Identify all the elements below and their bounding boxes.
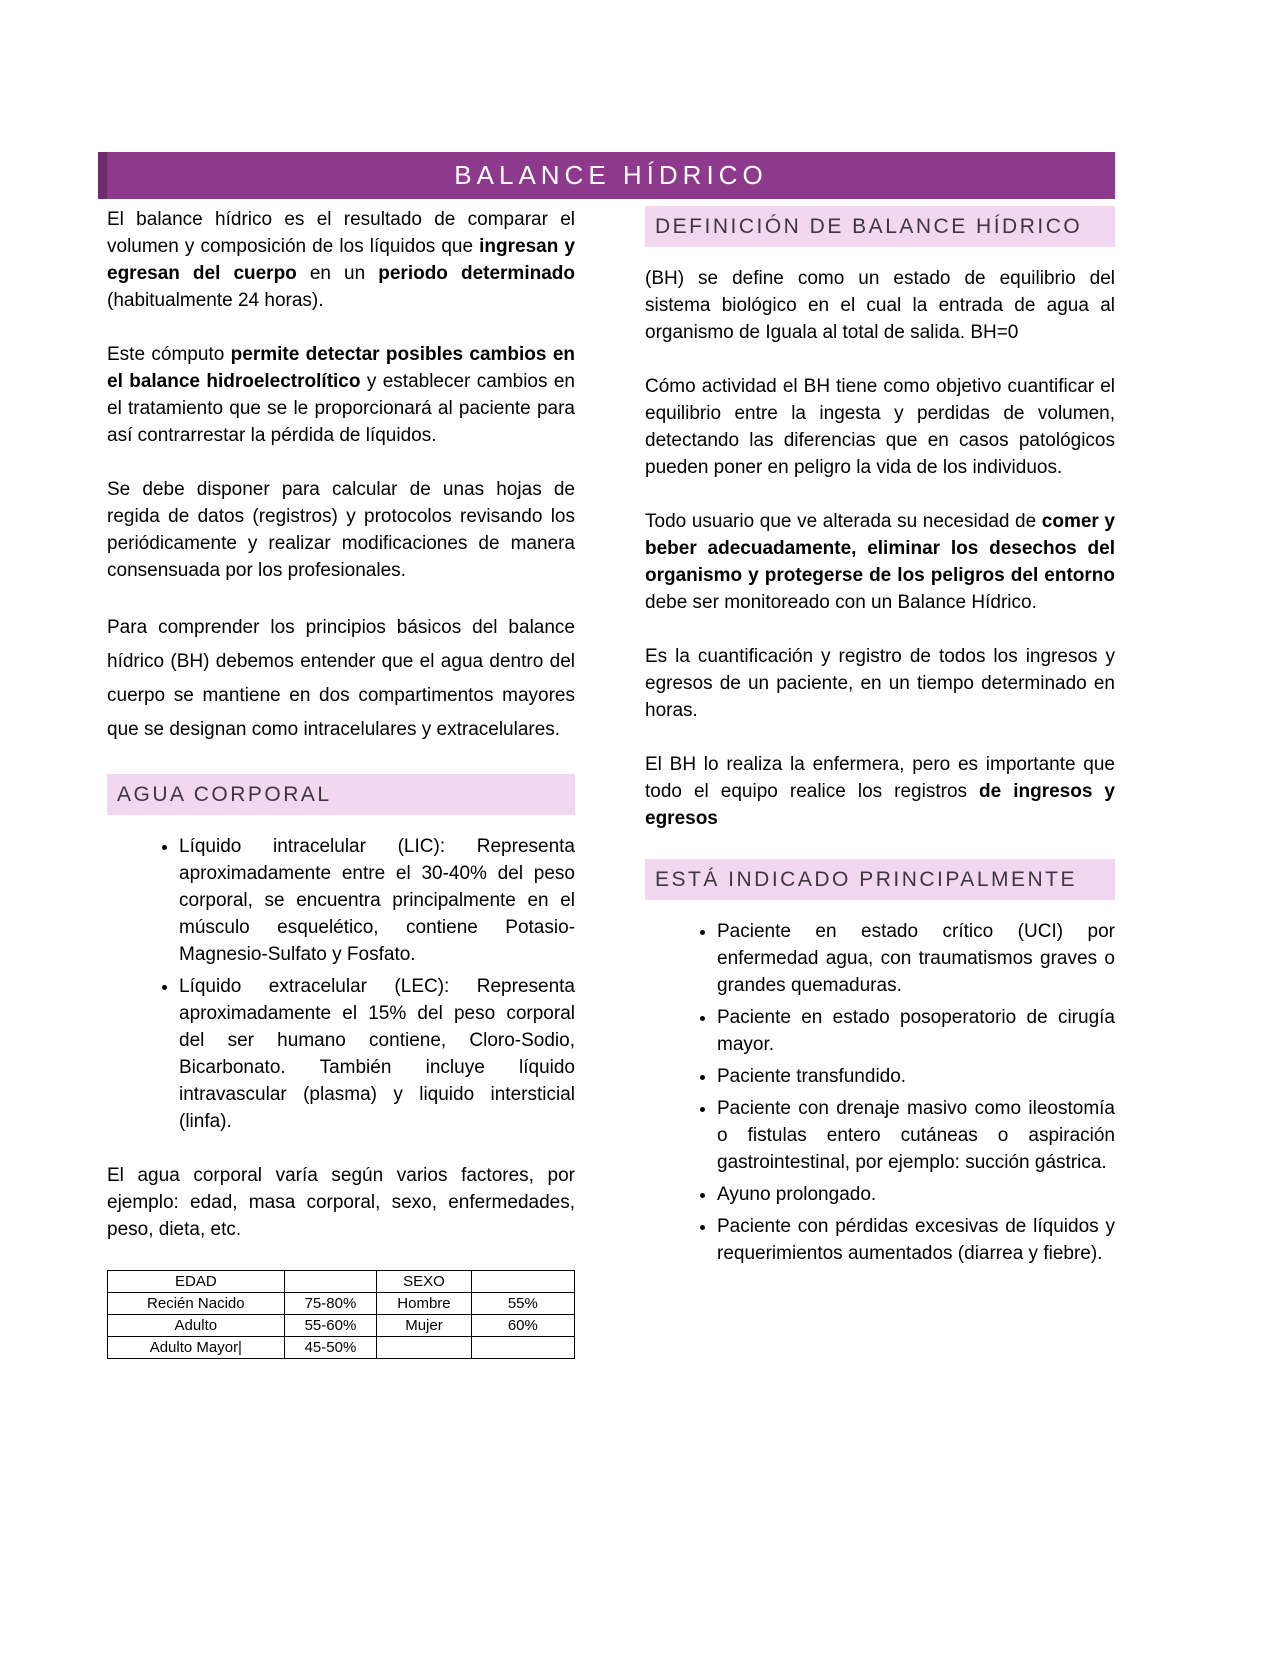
paragraph-bh-definicion: (BH) se define como un estado de equilibrio del sistema biológico en el cual la entrada de agua al organismo de Iguala al total de salida. BH=0: [645, 268, 1115, 343]
section-header-definicion: [645, 206, 1115, 247]
paragraph-balance-definition: El balance hídrico es el resultado de comparar el volumen y composición de los líquidos que ingresan y egresan del cuerpo en un periodo determinado (habitualmente 24 horas).: [107, 209, 576, 311]
paragraph-computo: Este cómputo permite detectar posibles cambios en el balance hidroelectrolítico y establecer cambios en el tratamiento que se le proporcionará al paciente para así contrarrestar la pérdida de líquidos.: [107, 344, 576, 446]
table-cell-edad-header: EDAD: [108, 1271, 285, 1293]
right-column: [645, 206, 1115, 1294]
list-item-transfundido: • Paciente transfundido.: [717, 1063, 1115, 1090]
table-cell: Hombre: [377, 1293, 472, 1315]
content-columns: [107, 206, 1115, 1359]
edad-sexo-table: [107, 1270, 575, 1359]
table-cell: 60%: [471, 1315, 574, 1337]
paragraph-cuantificacion: Es la cuantificación y registro de todos los ingresos y egresos de un paciente, en un tiempo determinado en horas.: [645, 646, 1115, 721]
left-column: [107, 206, 575, 1359]
table-cell: Adulto Mayor|: [108, 1337, 285, 1359]
table-cell-sexo-header: SEXO: [377, 1271, 472, 1293]
table-cell-empty: [284, 1271, 377, 1293]
section-title-indicado: ESTÁ INDICADO PRINCIPALMENTE: [655, 867, 1077, 891]
paragraph-principios-basicos: Para comprender los principios básicos del balance hídrico (BH) debemos entender que el agua dentro del cuerpo se mantiene en dos compartimentos mayores que se designan como intracelulares y extracelulares.: [107, 617, 575, 740]
list-item-ayuno: • Ayuno prolongado.: [717, 1181, 1115, 1208]
list-item-paciente-critico: • Paciente en estado crítico (UCI) por enfermedad agua, con traumatismos graves o grandes quemaduras.: [717, 918, 1115, 999]
indicaciones-list: [645, 918, 1115, 1267]
section-title-definicion: DEFINICIÓN DE BALANCE HÍDRICO: [655, 214, 1083, 238]
list-item-posoperatorio: • Paciente en estado posoperatorio de cirugía mayor.: [717, 1004, 1115, 1058]
section-header-agua-corporal: [107, 774, 575, 815]
table-cell: 75-80%: [284, 1293, 377, 1315]
table-cell: [471, 1337, 574, 1359]
table-cell: 55%: [471, 1293, 574, 1315]
table-cell-empty: [471, 1271, 574, 1293]
paragraph-usuario-monitoreado: Todo usuario que ve alterada su necesidad de comer y beber adecuadamente, eliminar los desechos del organismo y protegerse de los peligros del entorno debe ser monitoreado con un Balance Hídrico.: [645, 511, 1116, 613]
list-item-drenaje-masivo: • Paciente con drenaje masivo como ileostomía o fistulas entero cutáneas o aspiración gastrointestinal, por ejemplo: succión gástrica.: [717, 1095, 1115, 1176]
page-title: BALANCE HÍDRICO: [454, 160, 768, 190]
table-cell: [377, 1337, 472, 1359]
list-item-liquido-intracelular: • Líquido intracelular (LIC): Representa aproximadamente entre el 30-40% del peso corporal, se encuentra principalmente en el músculo esquelético, contiene Potasio-Magnesio-Sulfato y Fosfato.: [179, 833, 575, 968]
table-cell: 55-60%: [284, 1315, 377, 1337]
table-header-row: [108, 1271, 575, 1293]
table-row: [108, 1293, 575, 1315]
section-title-agua-corporal: AGUA CORPORAL: [117, 782, 332, 806]
page-title-banner: [98, 152, 1115, 199]
table-cell: 45-50%: [284, 1337, 377, 1359]
section-header-indicado: [645, 859, 1115, 900]
paragraph-registros: Se debe disponer para calcular de unas hojas de regida de datos (registros) y protocolos revisando los periódicamente y realizar modificaciones de manera consensuada por los profesionales.: [107, 479, 575, 581]
table-cell: Recién Nacido: [108, 1293, 285, 1315]
agua-corporal-list: [107, 833, 575, 1135]
table-cell: Mujer: [377, 1315, 472, 1337]
table-cell: Adulto: [108, 1315, 285, 1337]
table-row: [108, 1337, 575, 1359]
paragraph-bh-objetivo: Cómo actividad el BH tiene como objetivo cuantificar el equilibrio entre la ingesta y perdidas de volumen, detectando las diferencias que en casos patológicos pueden poner en peligro la vida de los individuos.: [645, 376, 1115, 478]
paragraph-enfermera-registros: El BH lo realiza la enfermera, pero es importante que todo el equipo realice los registros de ingresos y egresos: [645, 754, 1115, 829]
table-row: [108, 1315, 575, 1337]
list-item-perdidas-excesivas: • Paciente con pérdidas excesivas de líquidos y requerimientos aumentados (diarrea y fiebre).: [717, 1213, 1115, 1267]
paragraph-factores: El agua corporal varía según varios factores, por ejemplo: edad, masa corporal, sexo, enfermedades, peso, dieta, etc.: [107, 1165, 575, 1240]
list-item-liquido-extracelular: • Líquido extracelular (LEC): Representa aproximadamente el 15% del peso corporal del ser humano contiene, Cloro-Sodio, Bicarbonato. También incluye líquido intravascular (plasma) y liquido intersticial (linfa).: [179, 973, 575, 1135]
